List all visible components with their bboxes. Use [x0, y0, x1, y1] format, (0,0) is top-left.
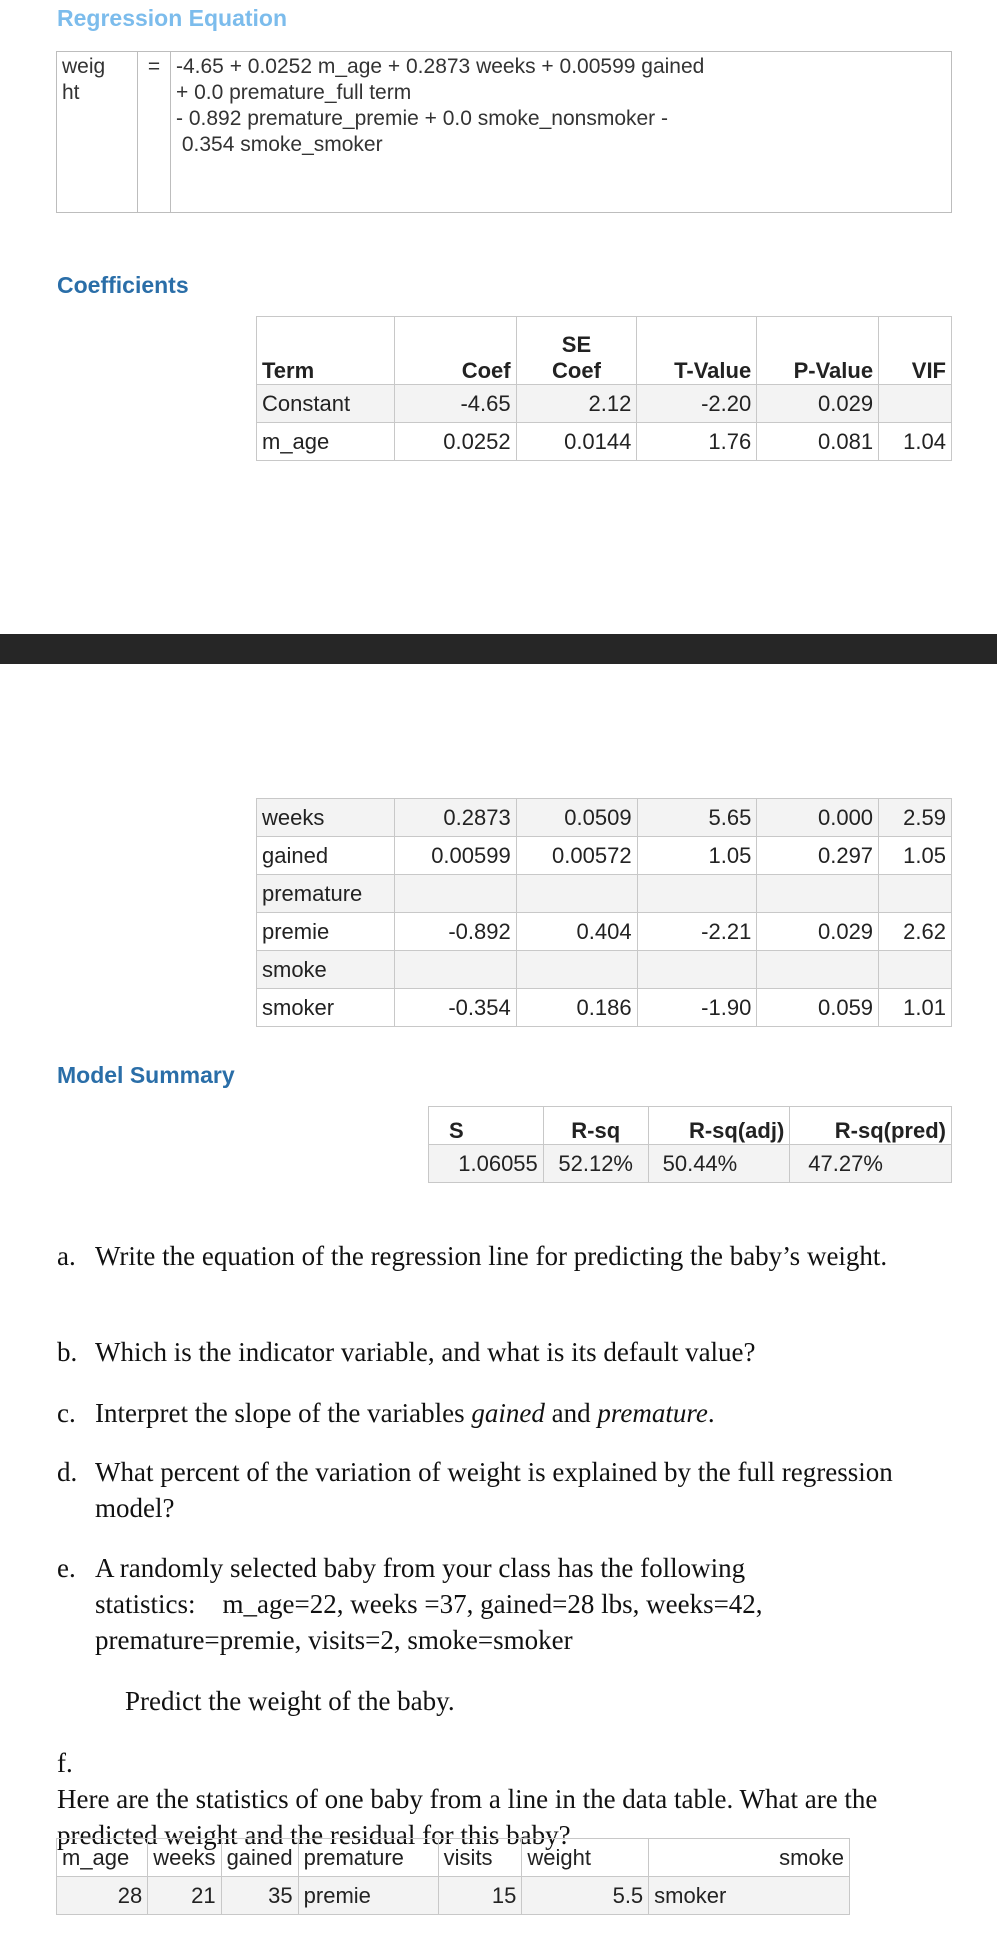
coef-cell: -4.65: [394, 385, 516, 423]
page-divider-bar: [0, 634, 997, 664]
p-cell: [757, 875, 879, 913]
se-cell: 0.404: [516, 913, 637, 951]
equation-line-3: - 0.892 premature_premie + 0.0 smoke_nonsmoker -: [176, 107, 668, 130]
equation-line-4: 0.354 smoke_smoker: [176, 133, 383, 156]
table-row: [257, 913, 952, 951]
term-cell: smoker: [257, 989, 395, 1027]
se-cell: 0.0509: [516, 799, 637, 837]
baby-header-row: [57, 1839, 850, 1877]
question-c-text-1: Interpret the slope of the variables: [95, 1398, 472, 1428]
rsq-value: 52.12%: [543, 1145, 648, 1183]
smoke-value: smoker: [649, 1877, 850, 1915]
question-c-emphasis-gained: gained: [471, 1398, 545, 1428]
model-summary-heading: Model Summary: [57, 1062, 235, 1088]
question-d-label: d.: [57, 1457, 78, 1487]
p-cell: [757, 951, 879, 989]
question-a-text: Write the equation of the regression line for predicting the baby’s weight.: [95, 1241, 888, 1271]
table-row: [257, 951, 952, 989]
header-se-coef: [516, 317, 637, 385]
weight-value: 5.5: [522, 1877, 649, 1915]
coefficients-header-row: [257, 317, 952, 385]
se-cell: [516, 951, 637, 989]
question-e-body: [95, 1550, 915, 1658]
question-c-body: [95, 1395, 915, 1431]
t-cell: -1.90: [637, 989, 757, 1027]
table-row: [257, 837, 952, 875]
t-cell: 5.65: [637, 799, 757, 837]
table-row: [257, 423, 952, 461]
header-rsq-pred: R-sq(pred): [790, 1107, 952, 1145]
equation-line-1: -4.65 + 0.0252 m_age + 0.2873 weeks + 0.00599 gained: [176, 55, 705, 78]
se-cell: [516, 875, 637, 913]
se-cell: 0.186: [516, 989, 637, 1027]
coef-cell: -0.892: [394, 913, 516, 951]
question-c-text-2: and: [544, 1398, 598, 1428]
model-summary-row: [429, 1145, 952, 1183]
baby-data-table: [56, 1838, 850, 1915]
weeks-value: 21: [148, 1877, 221, 1915]
t-cell: -2.21: [637, 913, 757, 951]
coef-cell: -0.354: [394, 989, 516, 1027]
t-cell: [637, 875, 757, 913]
header-vif: VIF: [879, 317, 952, 385]
vif-cell: 2.59: [879, 799, 952, 837]
vif-cell: [879, 875, 952, 913]
coef-cell: [394, 951, 516, 989]
question-c: [57, 1395, 937, 1431]
t-cell: 1.76: [637, 423, 757, 461]
question-b: [57, 1334, 937, 1370]
term-cell: premature: [257, 875, 395, 913]
p-cell: 0.000: [757, 799, 879, 837]
vif-cell: 1.04: [879, 423, 952, 461]
header-gained: gained: [221, 1839, 298, 1877]
header-rsq: R-sq: [543, 1107, 648, 1145]
p-cell: 0.297: [757, 837, 879, 875]
t-cell: -2.20: [637, 385, 757, 423]
t-cell: [637, 951, 757, 989]
vif-cell: 2.62: [879, 913, 952, 951]
visits-value: 15: [438, 1877, 522, 1915]
header-term: Term: [257, 317, 395, 385]
term-cell: weeks: [257, 799, 395, 837]
premature-value: premie: [298, 1877, 438, 1915]
question-a: [57, 1238, 937, 1274]
question-f-label: f.: [57, 1748, 73, 1778]
question-e-predict: Predict the weight of the baby.: [125, 1686, 455, 1716]
coef-cell: [394, 875, 516, 913]
equals-cell: =: [138, 52, 171, 213]
header-se-line-1: SE: [561, 332, 592, 357]
t-cell: 1.05: [637, 837, 757, 875]
baby-data-row: [57, 1877, 850, 1915]
equation-cell: [171, 52, 952, 213]
model-summary-table: [428, 1106, 952, 1183]
vif-cell: 1.01: [879, 989, 952, 1027]
header-premature: premature: [298, 1839, 438, 1877]
p-cell: 0.029: [757, 385, 879, 423]
response-line-1: weig: [62, 55, 106, 78]
table-row: [257, 799, 952, 837]
term-cell: Constant: [257, 385, 395, 423]
question-d: [57, 1454, 937, 1526]
header-weight: weight: [522, 1839, 649, 1877]
question-b-label: b.: [57, 1337, 78, 1367]
m-age-value: 28: [57, 1877, 148, 1915]
se-cell: 2.12: [516, 385, 637, 423]
header-s: S: [429, 1107, 544, 1145]
vif-cell: [879, 385, 952, 423]
question-c-emphasis-premature: premature: [597, 1398, 708, 1428]
se-cell: 0.00572: [516, 837, 637, 875]
coefficients-table-top: [256, 316, 952, 461]
p-cell: 0.081: [757, 423, 879, 461]
table-row: [257, 385, 952, 423]
equation-line-2: + 0.0 premature_full term: [176, 81, 412, 104]
term-cell: gained: [257, 837, 395, 875]
s-value: 1.06055: [429, 1145, 544, 1183]
question-f-text: Here are the statistics of one baby from a line in the data table. What are the predicted weight and the residual for this baby?: [57, 1784, 878, 1850]
coef-cell: 0.0252: [394, 423, 516, 461]
p-cell: 0.029: [757, 913, 879, 951]
gained-value: 35: [221, 1877, 298, 1915]
header-t-value: T-Value: [637, 317, 757, 385]
question-e-line-2: statistics: m_age=22, weeks =37, gained=28 lbs, weeks=42,: [95, 1589, 763, 1619]
header-visits: visits: [438, 1839, 522, 1877]
response-cell: [57, 52, 138, 213]
regression-equation-box: [56, 51, 952, 213]
header-p-value: P-Value: [757, 317, 879, 385]
table-row: [257, 989, 952, 1027]
coef-cell: 0.00599: [394, 837, 516, 875]
vif-cell: 1.05: [879, 837, 952, 875]
table-row: [257, 875, 952, 913]
term-cell: m_age: [257, 423, 395, 461]
question-f: [57, 1745, 937, 1853]
response-line-2: ht: [62, 81, 80, 104]
header-m-age: m_age: [57, 1839, 148, 1877]
rsq-pred-value: 47.27%: [790, 1145, 952, 1183]
question-e-line-3: premature=premie, visits=2, smoke=smoker: [95, 1625, 573, 1655]
header-se-line-2: Coef: [552, 358, 601, 383]
regression-equation-heading: Regression Equation: [57, 5, 288, 31]
coefficients-heading: Coefficients: [57, 272, 189, 298]
rsq-adj-value: 50.44%: [648, 1145, 790, 1183]
question-a-label: a.: [57, 1241, 76, 1271]
question-e: [57, 1550, 937, 1658]
question-e-line-1: A randomly selected baby from your class has the following: [95, 1553, 746, 1583]
question-d-text: What percent of the variation of weight is explained by the full regression model?: [95, 1457, 893, 1523]
header-rsq-adj: R-sq(adj): [648, 1107, 790, 1145]
question-c-label: c.: [57, 1398, 76, 1428]
model-summary-header-row: [429, 1107, 952, 1145]
header-smoke: smoke: [649, 1839, 850, 1877]
se-cell: 0.0144: [516, 423, 637, 461]
coef-cell: 0.2873: [394, 799, 516, 837]
header-coef: Coef: [394, 317, 516, 385]
question-e-label: e.: [57, 1553, 76, 1583]
p-cell: 0.059: [757, 989, 879, 1027]
vif-cell: [879, 951, 952, 989]
coefficients-table-bottom: [256, 798, 952, 1027]
term-cell: premie: [257, 913, 395, 951]
question-b-text: Which is the indicator variable, and what is its default value?: [95, 1337, 756, 1367]
header-weeks: weeks: [148, 1839, 221, 1877]
question-c-text-3: .: [707, 1398, 715, 1428]
term-cell: smoke: [257, 951, 395, 989]
